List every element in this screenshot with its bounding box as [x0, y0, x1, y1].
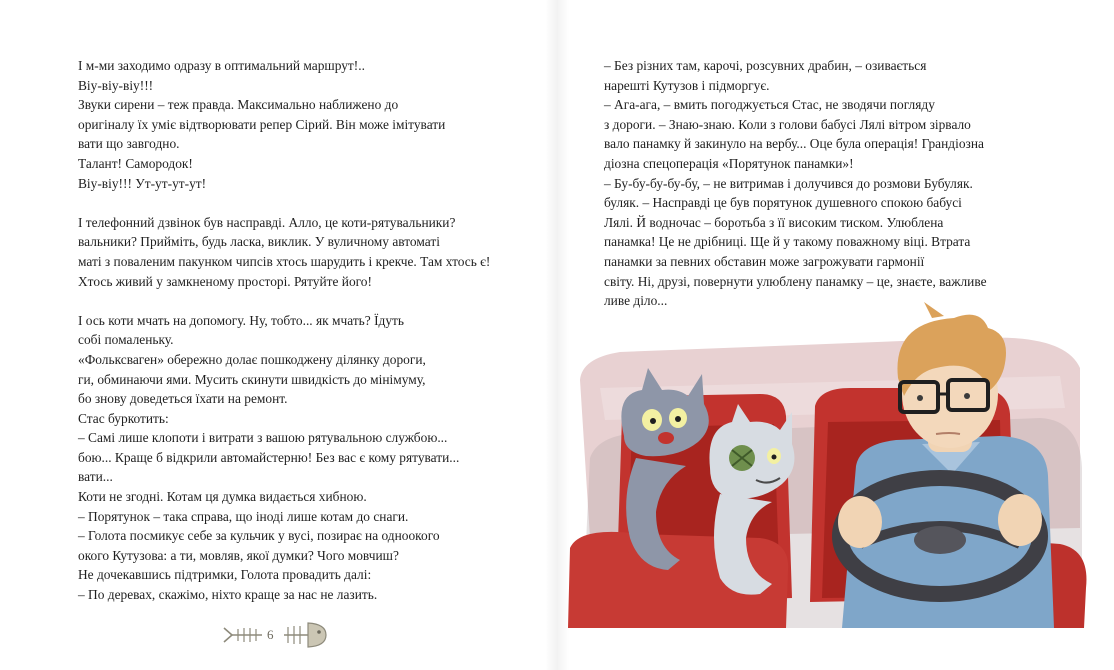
paragraph: – Самі лише клопоти і витрати з вашою рятувальною службою... — [78, 430, 448, 446]
paragraph: «Фольксваген» обережно долає пошкоджену ділянку дороги, — [78, 351, 426, 367]
paragraph: маті з поваленим пакунком чипсів хтось шарудить і крекче. Там хтось є! — [78, 253, 491, 269]
paragraph: вати... — [78, 469, 113, 485]
illustration-graphic — [560, 298, 1100, 628]
paragraph: Віу-віу-віу!!! — [78, 77, 154, 93]
paragraph: нарешті Кутузов і підморгує. — [604, 77, 770, 93]
paragraph: Лялі. Й водночас – боротьба з її високим тиском. Улюблена — [604, 214, 944, 230]
paragraph: Не дочекавшись підтримки, Голота провадить далі: — [78, 567, 372, 583]
paragraph: – Ага-ага, – вмить погоджується Стас, не зводячи погляду — [604, 97, 935, 113]
paragraph: Стас буркотить: — [78, 410, 169, 426]
paragraph: панамки за певних обставин може загрожувати гармонії — [604, 253, 925, 269]
fish-bone-ornament-icon — [222, 618, 332, 652]
paragraph: оригіналу їх уміє відтворювати репер Сірий. Він може імітувати — [78, 116, 446, 132]
paragraph: І телефонний дзвінок був насправді. Алло, це коти-рятувальники? — [78, 214, 456, 230]
paragraph: вальники? Прийміть, будь ласка, виклик. У вуличному автоматі — [78, 234, 440, 250]
car-illustration — [560, 298, 1100, 628]
paragraph: Коти не згодні. Котам ця думка видається хибною. — [78, 489, 367, 505]
paragraph: – Голота посмикує себе за кульчик у вусі, позирає на одноокого — [78, 528, 440, 544]
paragraph: Звуки сирени – теж правда. Максимально наближено до — [78, 97, 399, 113]
paragraph: І ось коти мчать на допомогу. Ну, тобто... як мчать? Їдуть — [78, 312, 404, 328]
paragraph: вало панамку й закинуло на вербу... Оце була операція! Грандіозна — [604, 136, 984, 152]
right-page-text — [604, 56, 1008, 311]
paragraph: Хтось живий у замкненому просторі. Рятуйте його! — [78, 273, 372, 289]
paragraph: окого Кутузова: а ти, мовляв, якої думки? Чого мовчиш? — [78, 547, 399, 563]
paragraph: з дороги. – Знаю-знаю. Коли з голови бабусі Лялі вітром зірвало — [604, 116, 971, 132]
paragraph: бо знову доведеться їхати на ремонт. — [78, 391, 288, 407]
paragraph: – По деревах, скажімо, ніхто краще за нас не лазить. — [78, 587, 378, 603]
paragraph: І м-ми заходимо одразу в оптимальний маршрут!.. — [78, 58, 365, 73]
paragraph: Талант! Самородок! — [78, 155, 193, 171]
page-number: 6 — [267, 627, 274, 642]
page-footer — [222, 618, 332, 652]
paragraph: буляк. – Насправді це був порятунок душевного спокою бабусі — [604, 195, 962, 211]
paragraph: Віу-віу!!! Ут-ут-ут-ут! — [78, 175, 207, 191]
paragraph: – Порятунок – така справа, що іноді лише котам до снаги. — [78, 508, 409, 524]
paragraph: – Без різних там, карочі, розсувних драбин, – озивається — [604, 58, 927, 73]
paragraph: вати що завгодно. — [78, 136, 180, 152]
paragraph: діозна спецоперація «Порятунок панамки»! — [604, 155, 854, 171]
paragraph: собі помаленьку. — [78, 332, 174, 348]
paragraph: – Бу-бу-бу-бу-бу, – не витримав і долучився до розмови Бубуляк. — [604, 175, 973, 191]
paragraph: світу. Ні, друзі, повернути улюблену панамку – це, знаєте, важливе — [604, 273, 987, 289]
paragraph: ливе діло... — [604, 293, 668, 309]
paragraph: панамка! Це не дрібниці. Ще й у такому поважному віці. Втрата — [604, 234, 971, 250]
paragraph: бою... Краще б відкрили автомайстерню! Без вас є кому рятувати... — [78, 449, 460, 465]
left-page-text — [78, 56, 491, 605]
paragraph: ги, обминаючи ями. Мусить скинути швидкість до мінімуму, — [78, 371, 426, 387]
